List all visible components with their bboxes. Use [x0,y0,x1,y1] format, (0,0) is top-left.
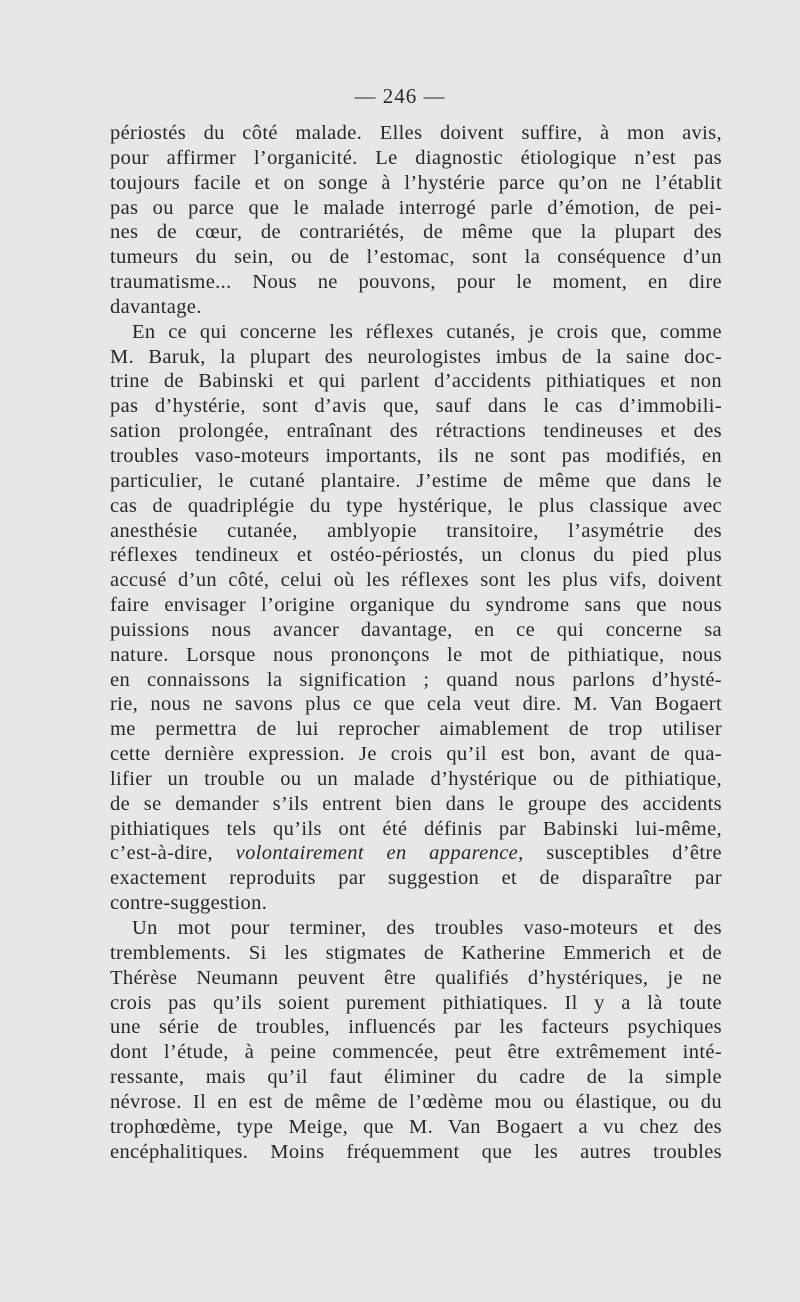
text-line: accusé d’un côté, celui où les réflexes sont les plus vifs, doivent [110,569,722,592]
text-line: cas de quadriplégie du type hystérique, le plus classique avec [110,494,722,517]
text-line: une série de troubles, influencés par les facteurs psychiques [110,1016,722,1039]
text-line: puissions nous avancer davantage, en ce qui concerne sa [110,618,722,641]
text-line: En ce qui concerne les réflexes cutanés, je crois que, comme [132,320,722,343]
text-line: contre-suggestion. [110,892,268,915]
text-line: Thérèse Neumann peuvent être qualifiés d’hystériques, je ne [110,966,722,989]
text-line: nes de cœur, de contrariétés, de même que la plupart des [110,221,722,244]
text-line: pour affirmer l’organicité. Le diagnostic étiologique n’est pas [110,146,722,169]
text-line: crois pas qu’ils soient purement pithiatiques. Il y a là toute [110,991,722,1014]
text-line: nature. Lorsque nous prononçons le mot de pithiatique, nous [110,643,722,666]
text-line: lifier un trouble ou un malade d’hystérique ou de pithiatique, [110,767,722,790]
text-line: traumatisme... Nous ne pouvons, pour le moment, en dire [110,271,722,294]
text-line: toujours facile et on songe à l’hystérie parce qu’on ne l’établit [110,171,722,194]
text-line: sation prolongée, entraînant des rétractions tendineuses et des [110,420,722,443]
text-line: tumeurs du sein, ou de l’estomac, sont la conséquence d’un [110,246,722,269]
text-line: Un mot pour terminer, des troubles vaso-moteurs et des [132,917,722,939]
text-line: cette dernière expression. Je crois qu’il est bon, avant de qua- [110,743,722,766]
text-line: pas ou parce que le malade interrogé parle d’émotion, de pei- [110,196,722,219]
text-line: anesthésie cutanée, amblyopie transitoire, l’asymétrie des [110,519,722,542]
text-line: pas d’hystérie, sont d’avis que, sauf dans le cas d’immobili- [110,395,722,418]
text-line: exactement reproduits par suggestion et de disparaître par [110,867,722,890]
text-line: particulier, le cutané plantaire. J’estime de même que dans le [110,469,722,492]
text-line: tremblements. Si les stigmates de Katherine Emmerich et de [110,941,722,964]
text-line: névrose. Il en est de même de l’œdème mou ou élastique, ou du [110,1090,722,1113]
text-line: trine de Babinski et qui parlent d’accidents pithiatiques et non [110,370,722,393]
text-line: faire envisager l’origine organique du syndrome sans que nous [110,594,722,617]
text-line: pithiatiques tels qu’ils ont été définis par Babinski lui-même, [110,817,722,840]
text-line: encéphalitiques. Moins fréquemment que les autres troubles [110,1140,722,1163]
text-line: réflexes tendineux et ostéo-périostés, un clonus du pied plus [110,544,722,567]
text-line: en connaissons la signification ; quand nous parlons d’hysté- [110,668,722,691]
body-text [110,121,722,1164]
text-line-with-italic [110,841,722,866]
text-segment: susceptibles d’être [523,842,722,865]
text-line: trophœdème, type Meige, que M. Van Bogaert a vu chez des [110,1115,722,1138]
text-line: rie, nous ne savons plus ce que cela veut dire. M. Van Bogaert [110,693,722,716]
text-line: troubles vaso-moteurs importants, ils ne sont pas modifiés, en [110,444,722,467]
italic-phrase: volontairement en apparence, [235,842,524,865]
page-number: — 246 — [354,84,446,108]
text-line: de se demander s’ils entrent bien dans le groupe des accidents [110,792,722,815]
text-line: périostés du côté malade. Elles doivent suffire, à mon avis, [110,122,722,144]
text-line: M. Baruk, la plupart des neurologistes imbus de la saine doc- [110,345,722,368]
text-line: dont l’étude, à peine commencée, peut être extrêmement inté- [110,1041,722,1064]
text-line: davantage. [110,295,202,318]
text-line: ressante, mais qu’il faut éliminer du cadre de la simple [110,1066,722,1089]
text-segment: c’est-à-dire, [110,842,236,865]
text-line: me permettra de lui reprocher aimablement de trop utiliser [110,718,722,741]
